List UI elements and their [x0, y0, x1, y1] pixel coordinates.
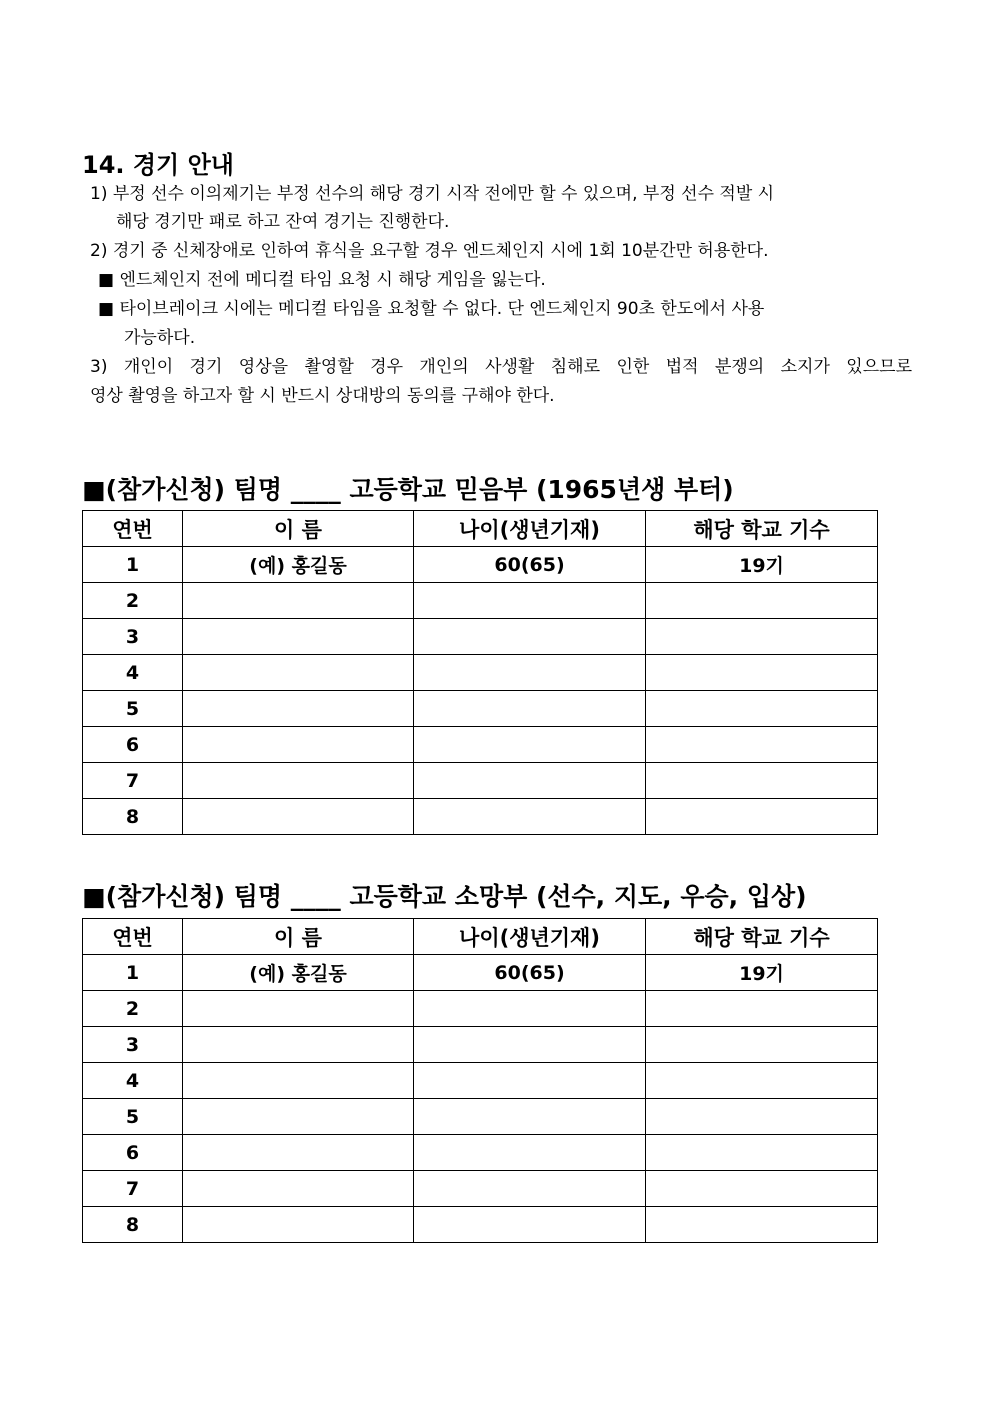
rule-2: 2) 경기 중 신체장애로 인하여 휴식을 요구할 경우 엔드체인지 시에 1회 10분간만 허용한다. [90, 241, 769, 261]
cell-class[interactable] [646, 691, 878, 727]
table-row [83, 1099, 878, 1135]
table-row [83, 727, 878, 763]
cell-class[interactable] [646, 1027, 878, 1063]
cell-class[interactable] [646, 991, 878, 1027]
table-row [83, 583, 878, 619]
cell-age[interactable] [414, 619, 646, 655]
cell-class[interactable] [646, 619, 878, 655]
cell-number: 4 [83, 655, 183, 691]
table-row [83, 1135, 878, 1171]
table-row [83, 1207, 878, 1243]
cell-name[interactable] [183, 727, 414, 763]
cell-number: 2 [83, 583, 183, 619]
cell-age[interactable] [414, 1207, 646, 1243]
cell-age[interactable] [414, 727, 646, 763]
rule-2-bullet-2-cont: 가능하다. [124, 328, 196, 348]
cell-number: 3 [83, 619, 183, 655]
cell-name[interactable] [183, 1027, 414, 1063]
cell-age[interactable] [414, 763, 646, 799]
cell-number: 4 [83, 1063, 183, 1099]
cell-number: 8 [83, 799, 183, 835]
cell-number: 6 [83, 727, 183, 763]
header-number: 연번 [83, 919, 183, 955]
header-name: 이 름 [183, 919, 414, 955]
cell-name[interactable] [183, 763, 414, 799]
table-header-row [83, 919, 878, 955]
cell-name[interactable] [183, 655, 414, 691]
cell-class[interactable] [646, 763, 878, 799]
cell-age[interactable] [414, 655, 646, 691]
header-age: 나이(생년기재) [414, 919, 646, 955]
cell-name[interactable] [183, 1099, 414, 1135]
cell-age[interactable] [414, 1063, 646, 1099]
cell-class: 19기 [646, 955, 878, 991]
registration-table-1 [82, 510, 878, 835]
cell-name[interactable] [183, 1207, 414, 1243]
cell-class[interactable] [646, 1063, 878, 1099]
rule-2-bullet-1: ■ 엔드체인지 전에 메디컬 타임 요청 시 해당 게임을 잃는다. [98, 270, 546, 290]
table-row [83, 1063, 878, 1099]
header-class: 해당 학교 기수 [646, 919, 878, 955]
cell-name: (예) 홍길동 [183, 547, 414, 583]
table-row [83, 619, 878, 655]
rule-3-cont: 영상 촬영을 하고자 할 시 반드시 상대방의 동의를 구해야 한다. [90, 386, 555, 406]
table-row [83, 1027, 878, 1063]
header-name: 이 름 [183, 511, 414, 547]
table-1-heading: ■(참가신청) 팀명 ____ 고등학교 믿음부 (1965년생 부터) [82, 475, 734, 504]
table-row [83, 655, 878, 691]
rule-3: 3) 개인이 경기 영상을 촬영할 경우 개인의 사생활 침해로 인한 법적 분쟁의 소지가 있으므로 [90, 357, 912, 377]
rule-2-bullet-2: ■ 타이브레이크 시에는 메디컬 타임을 요청할 수 없다. 단 엔드체인지 90초 한도에서 사용 [98, 299, 765, 319]
table-header-row [83, 511, 878, 547]
cell-class[interactable] [646, 1207, 878, 1243]
cell-name[interactable] [183, 1063, 414, 1099]
cell-age[interactable] [414, 1135, 646, 1171]
cell-number: 6 [83, 1135, 183, 1171]
cell-age[interactable] [414, 799, 646, 835]
table-row [83, 991, 878, 1027]
cell-age: 60(65) [414, 547, 646, 583]
table-row [83, 547, 878, 583]
cell-number: 7 [83, 763, 183, 799]
cell-class[interactable] [646, 583, 878, 619]
cell-name[interactable] [183, 583, 414, 619]
cell-class[interactable] [646, 799, 878, 835]
cell-class[interactable] [646, 655, 878, 691]
cell-age[interactable] [414, 691, 646, 727]
cell-number: 3 [83, 1027, 183, 1063]
cell-number: 2 [83, 991, 183, 1027]
cell-number: 5 [83, 691, 183, 727]
cell-number: 1 [83, 955, 183, 991]
table-2-heading: ■(참가신청) 팀명 ____ 고등학교 소망부 (선수, 지도, 우승, 입상) [82, 882, 807, 911]
header-age: 나이(생년기재) [414, 511, 646, 547]
cell-age[interactable] [414, 1099, 646, 1135]
cell-name[interactable] [183, 991, 414, 1027]
cell-name[interactable] [183, 1135, 414, 1171]
rule-1: 1) 부정 선수 이의제기는 부정 선수의 해당 경기 시작 전에만 할 수 있으며, 부정 선수 적발 시 [90, 184, 775, 204]
cell-class[interactable] [646, 1171, 878, 1207]
cell-name[interactable] [183, 799, 414, 835]
cell-age[interactable] [414, 1027, 646, 1063]
header-number: 연번 [83, 511, 183, 547]
table-row [83, 1171, 878, 1207]
table-row [83, 691, 878, 727]
cell-age[interactable] [414, 991, 646, 1027]
cell-number: 7 [83, 1171, 183, 1207]
table-row [83, 799, 878, 835]
cell-class[interactable] [646, 1135, 878, 1171]
cell-name[interactable] [183, 619, 414, 655]
cell-name: (예) 홍길동 [183, 955, 414, 991]
rule-1-cont: 해당 경기만 패로 하고 잔여 경기는 진행한다. [116, 212, 450, 232]
cell-number: 8 [83, 1207, 183, 1243]
cell-age[interactable] [414, 1171, 646, 1207]
header-class: 해당 학교 기수 [646, 511, 878, 547]
cell-number: 1 [83, 547, 183, 583]
registration-table-2 [82, 918, 878, 1243]
cell-class[interactable] [646, 727, 878, 763]
cell-class[interactable] [646, 1099, 878, 1135]
cell-name[interactable] [183, 1171, 414, 1207]
section-title: 14. 경기 안내 [82, 151, 234, 179]
cell-age[interactable] [414, 583, 646, 619]
cell-number: 5 [83, 1099, 183, 1135]
table-row [83, 955, 878, 991]
cell-class: 19기 [646, 547, 878, 583]
cell-name[interactable] [183, 691, 414, 727]
cell-age: 60(65) [414, 955, 646, 991]
table-row [83, 763, 878, 799]
